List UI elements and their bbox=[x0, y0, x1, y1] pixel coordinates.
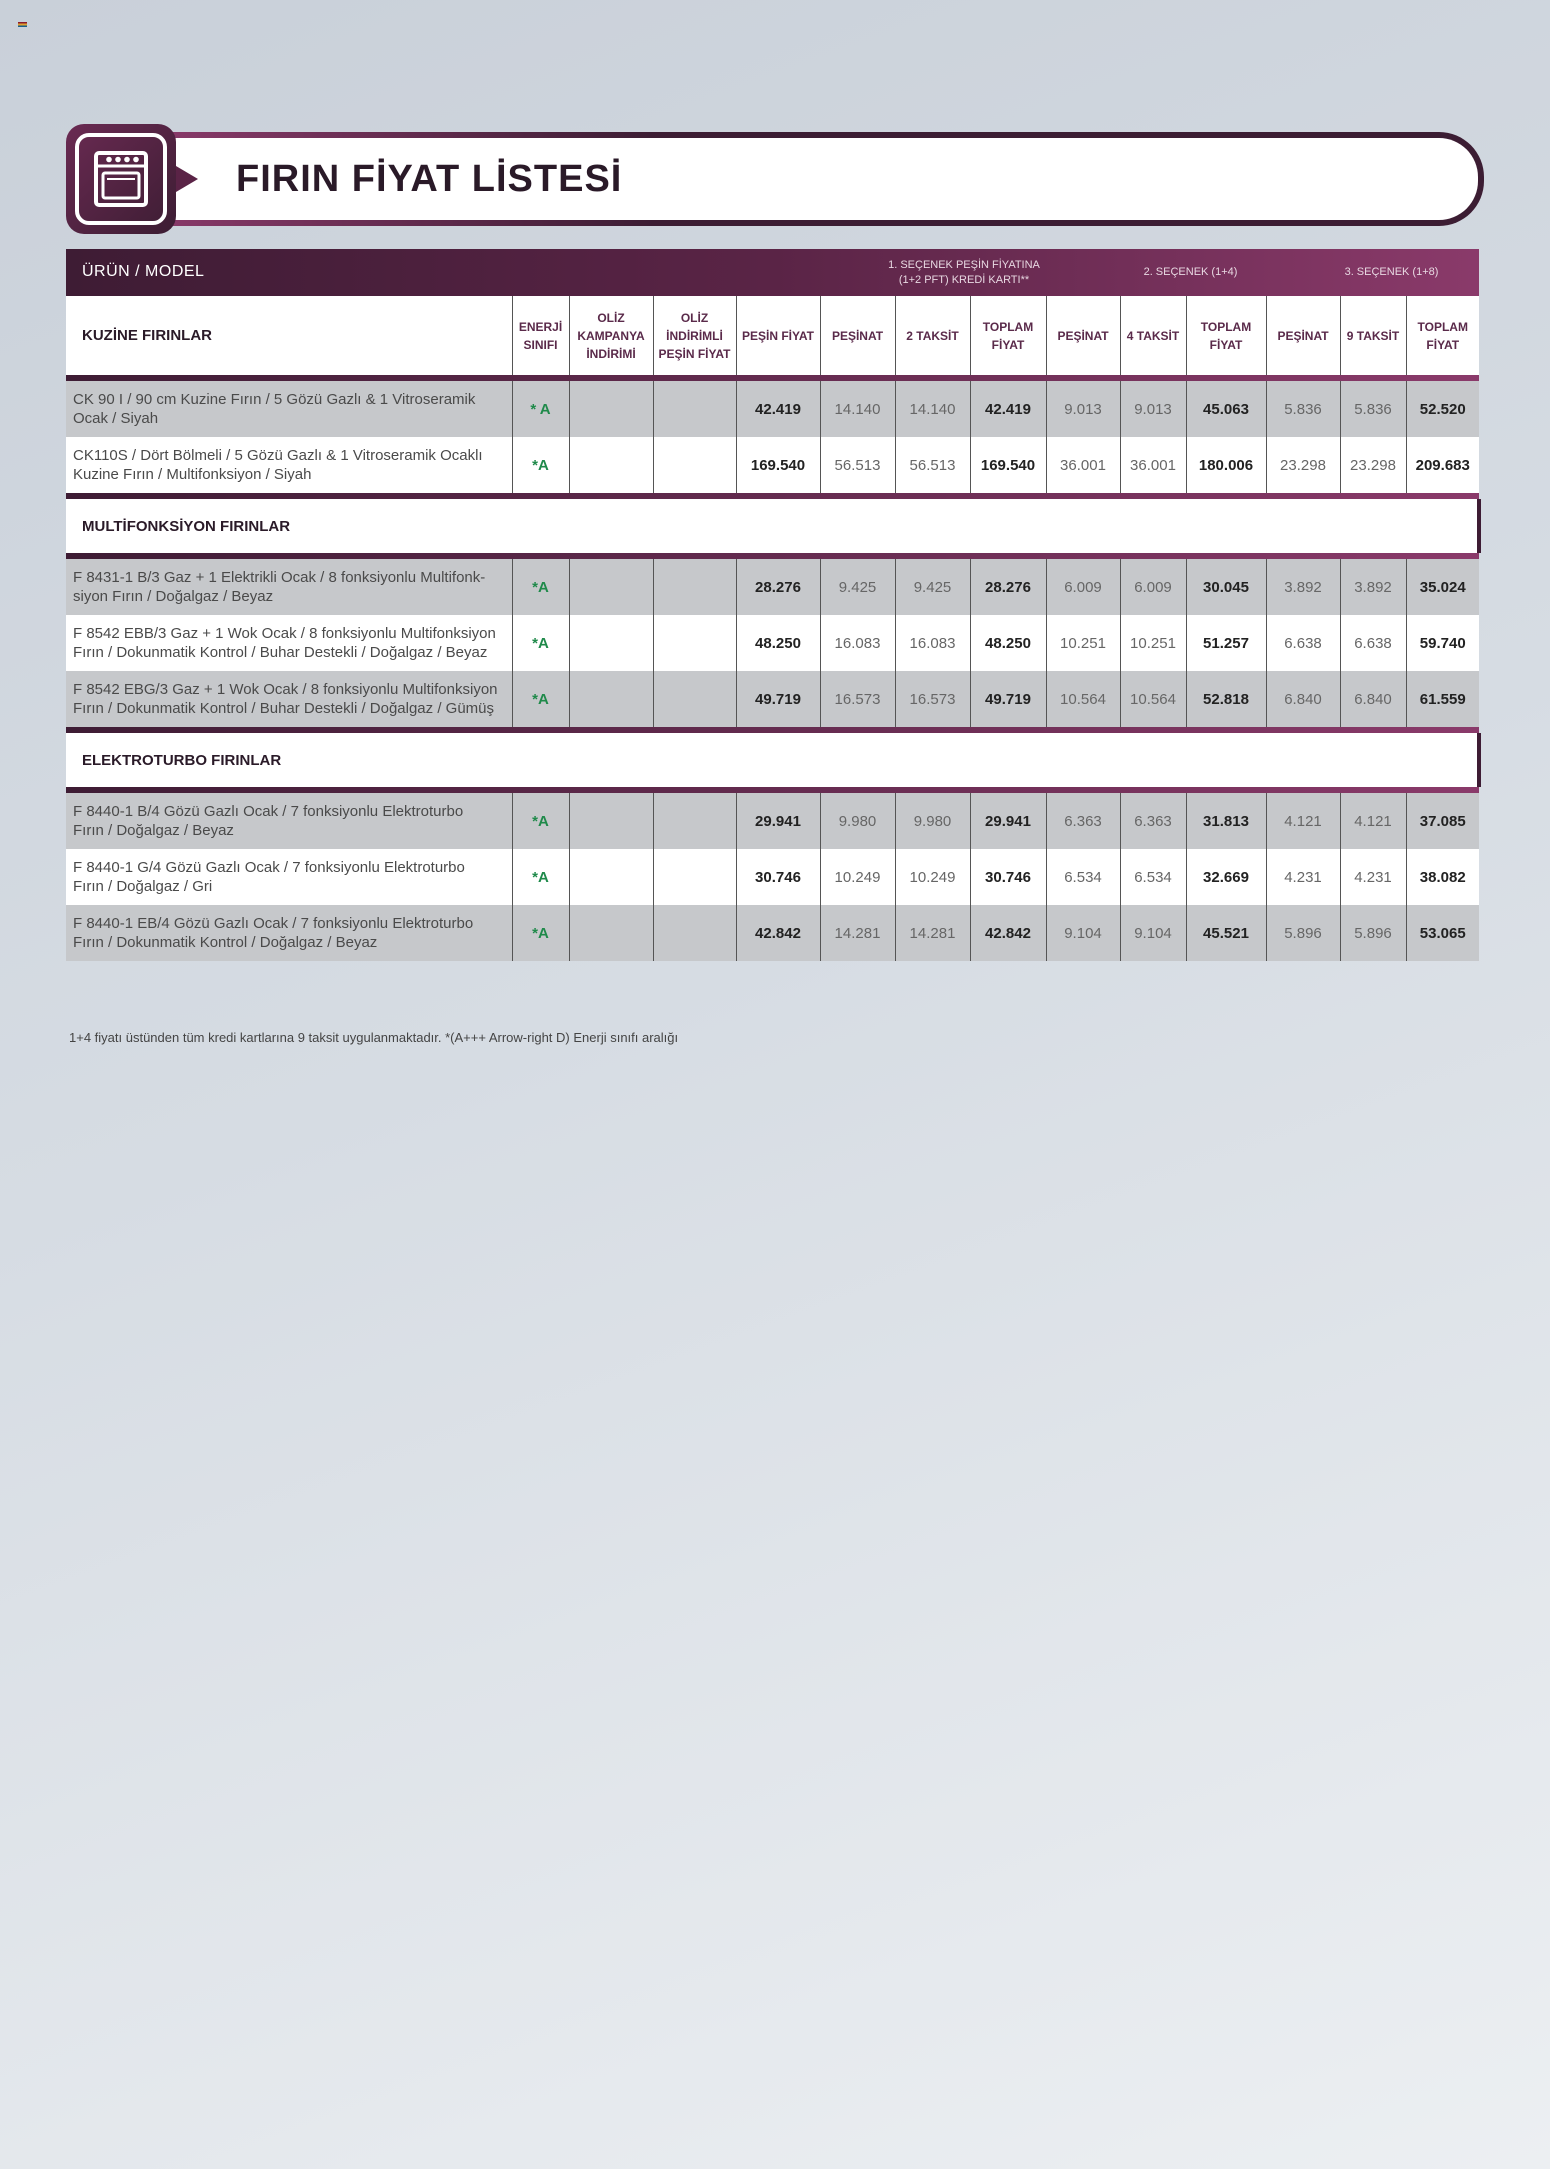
section-title: ELEKTROTURBO FIRINLAR bbox=[66, 733, 1479, 787]
oliz-discount-cell bbox=[569, 793, 653, 849]
energy-class: *A bbox=[512, 437, 569, 493]
down-payment: 23.298 bbox=[1266, 437, 1340, 493]
total-price: 30.746 bbox=[970, 849, 1046, 905]
installment: 23.298 bbox=[1340, 437, 1406, 493]
price-grid bbox=[66, 296, 1481, 961]
table-row bbox=[66, 793, 1479, 849]
cash-price: 30.746 bbox=[736, 849, 820, 905]
cash-price: 29.941 bbox=[736, 793, 820, 849]
oliz-discount-cell bbox=[569, 437, 653, 493]
down-payment: 6.638 bbox=[1266, 615, 1340, 671]
down-payment: 10.251 bbox=[1046, 615, 1120, 671]
down-payment: 4.231 bbox=[1266, 849, 1340, 905]
option1-line2: (1+2 PFT) KREDİ KARTI** bbox=[898, 273, 1030, 286]
cash-price: 42.842 bbox=[736, 905, 820, 961]
down-payment: 10.249 bbox=[820, 849, 895, 905]
total-price: 52.818 bbox=[1186, 671, 1266, 727]
installment: 9.425 bbox=[895, 559, 970, 615]
total-price: 61.559 bbox=[1406, 671, 1479, 727]
oven-icon bbox=[75, 133, 167, 225]
down-payment: 6.840 bbox=[1266, 671, 1340, 727]
down-payment: 5.896 bbox=[1266, 905, 1340, 961]
down-payment: 9.425 bbox=[820, 559, 895, 615]
installment: 6.363 bbox=[1120, 793, 1186, 849]
total-price: 30.045 bbox=[1186, 559, 1266, 615]
down-payment: 14.281 bbox=[820, 905, 895, 961]
footnote: 1+4 fiyatı üstünden tüm kredi kartlarına 9 taksit uygulanmaktadır. *(A+++ Arrow-right D) Enerji sınıfı aralığı bbox=[69, 1030, 679, 1045]
model-cell: CK 90 I / 90 cm Kuzine Fırın / 5 Gözü Gazlı & 1 Vitroseramik Ocak / Siyah bbox=[66, 381, 512, 437]
product-model-label: ÜRÜN / MODEL bbox=[82, 263, 205, 280]
oliz-price-cell bbox=[653, 671, 736, 727]
total-price: 48.250 bbox=[970, 615, 1046, 671]
down-payment: 6.363 bbox=[1046, 793, 1120, 849]
total-price: 59.740 bbox=[1406, 615, 1479, 671]
oven-icon-box bbox=[66, 124, 176, 234]
table-row bbox=[66, 671, 1479, 727]
cash-price: 28.276 bbox=[736, 559, 820, 615]
installment: 6.534 bbox=[1120, 849, 1186, 905]
table-row bbox=[66, 437, 1479, 493]
cash-price: 48.250 bbox=[736, 615, 820, 671]
down-payment: 5.836 bbox=[1266, 381, 1340, 437]
energy-class: *A bbox=[512, 849, 569, 905]
down-payment: 6.009 bbox=[1046, 559, 1120, 615]
down-payment: 14.140 bbox=[820, 381, 895, 437]
down-payment-header-3: PEŞİNAT bbox=[1266, 296, 1340, 375]
down-payment: 56.513 bbox=[820, 437, 895, 493]
table-row bbox=[66, 559, 1479, 615]
installment: 4.231 bbox=[1340, 849, 1406, 905]
option3-header bbox=[1304, 249, 1479, 296]
energy-class: *A bbox=[512, 559, 569, 615]
installment: 9.104 bbox=[1120, 905, 1186, 961]
oliz-price-cell bbox=[653, 437, 736, 493]
installment: 6.009 bbox=[1120, 559, 1186, 615]
model-cell: F 8542 EBB/3 Gaz + 1 Wok Ocak / 8 fonksiyonlu Multifonksiyon Fırın / Dokunmatik Kontrol / Buhar Destekli / Doğalgaz / Beyaz bbox=[66, 615, 512, 671]
installment-9-header: 9 TAKSİT bbox=[1340, 296, 1406, 375]
total-price: 35.024 bbox=[1406, 559, 1479, 615]
option1-line1: 1. SEÇENEK PEŞİN FİYATINA bbox=[888, 258, 1040, 271]
oliz-price-header: OLİZ İNDİRİMLİ PEŞİN FİYAT bbox=[653, 296, 736, 375]
total-price: 51.257 bbox=[1186, 615, 1266, 671]
total-price-header-1: TOPLAM FİYAT bbox=[970, 296, 1046, 375]
down-payment: 9.980 bbox=[820, 793, 895, 849]
installment: 3.892 bbox=[1340, 559, 1406, 615]
down-payment: 16.573 bbox=[820, 671, 895, 727]
total-price: 49.719 bbox=[970, 671, 1046, 727]
option2-header bbox=[1077, 249, 1304, 296]
installment: 9.013 bbox=[1120, 381, 1186, 437]
cash-price-header: PEŞİN FİYAT bbox=[736, 296, 820, 375]
installment: 9.980 bbox=[895, 793, 970, 849]
energy-class: *A bbox=[512, 905, 569, 961]
total-price: 209.683 bbox=[1406, 437, 1479, 493]
oliz-discount-cell bbox=[569, 381, 653, 437]
total-price: 37.085 bbox=[1406, 793, 1479, 849]
section-title: MULTİFONKSİYON FIRINLAR bbox=[66, 499, 1479, 553]
installment: 4.121 bbox=[1340, 793, 1406, 849]
oliz-discount-cell bbox=[569, 849, 653, 905]
energy-class: *A bbox=[512, 615, 569, 671]
cash-price: 42.419 bbox=[736, 381, 820, 437]
installment-2-header: 2 TAKSİT bbox=[895, 296, 970, 375]
installment: 10.249 bbox=[895, 849, 970, 905]
installment: 56.513 bbox=[895, 437, 970, 493]
down-payment: 9.013 bbox=[1046, 381, 1120, 437]
installment: 14.281 bbox=[895, 905, 970, 961]
price-table bbox=[66, 249, 1479, 961]
installment: 14.140 bbox=[895, 381, 970, 437]
oliz-price-cell bbox=[653, 793, 736, 849]
total-price: 28.276 bbox=[970, 559, 1046, 615]
energy-class: *A bbox=[512, 793, 569, 849]
energy-class: * A bbox=[512, 381, 569, 437]
total-price: 42.419 bbox=[970, 381, 1046, 437]
total-price: 53.065 bbox=[1406, 905, 1479, 961]
model-cell: F 8440-1 B/4 Gözü Gazlı Ocak / 7 fonksiyonlu Elektroturbo Fırın / Doğalgaz / Beyaz bbox=[66, 793, 512, 849]
total-price: 45.521 bbox=[1186, 905, 1266, 961]
installment-4-header: 4 TAKSİT bbox=[1120, 296, 1186, 375]
total-price-header-3: TOPLAM FİYAT bbox=[1406, 296, 1479, 375]
installment: 5.896 bbox=[1340, 905, 1406, 961]
table-row bbox=[66, 905, 1479, 961]
installment: 16.083 bbox=[895, 615, 970, 671]
option3-label: 3. SEÇENEK (1+8) bbox=[1344, 266, 1439, 278]
down-payment: 16.083 bbox=[820, 615, 895, 671]
down-payment-header-2: PEŞİNAT bbox=[1046, 296, 1120, 375]
option2-label: 2. SEÇENEK (1+4) bbox=[1143, 266, 1238, 278]
title-banner bbox=[66, 124, 1484, 234]
column-header-row bbox=[66, 296, 1479, 375]
section-header-row bbox=[66, 499, 1479, 553]
model-cell: F 8440-1 EB/4 Gözü Gazlı Ocak / 7 fonksiyonlu Elektroturbo Fırın / Dokunmatik Kontrol / Doğalgaz / Beyaz bbox=[66, 905, 512, 961]
installment: 10.564 bbox=[1120, 671, 1186, 727]
energy-class: *A bbox=[512, 671, 569, 727]
oliz-discount-cell bbox=[569, 671, 653, 727]
option1-header bbox=[851, 249, 1077, 296]
down-payment: 9.104 bbox=[1046, 905, 1120, 961]
installment: 10.251 bbox=[1120, 615, 1186, 671]
oliz-price-cell bbox=[653, 381, 736, 437]
total-price: 32.669 bbox=[1186, 849, 1266, 905]
cash-price: 49.719 bbox=[736, 671, 820, 727]
total-price-header-2: TOPLAM FİYAT bbox=[1186, 296, 1266, 375]
section-header-row bbox=[66, 733, 1479, 787]
total-price: 52.520 bbox=[1406, 381, 1479, 437]
table-row bbox=[66, 381, 1479, 437]
oliz-discount-header: OLİZ KAMPANYA İNDİRİMİ bbox=[569, 296, 653, 375]
down-payment: 4.121 bbox=[1266, 793, 1340, 849]
energy-header: ENERJİ SINIFI bbox=[512, 296, 569, 375]
oliz-price-cell bbox=[653, 905, 736, 961]
oliz-price-cell bbox=[653, 559, 736, 615]
down-payment: 6.534 bbox=[1046, 849, 1120, 905]
down-payment: 3.892 bbox=[1266, 559, 1340, 615]
language-flag-icon bbox=[18, 22, 27, 27]
table-topbar bbox=[66, 249, 1479, 296]
model-cell: F 8542 EBG/3 Gaz + 1 Wok Ocak / 8 fonksiyonlu Multifonksiyon Fırın / Dokunmatik Kontrol / Buhar Destekli / Doğalgaz / Gümüş bbox=[66, 671, 512, 727]
total-price: 31.813 bbox=[1186, 793, 1266, 849]
installment: 5.836 bbox=[1340, 381, 1406, 437]
oliz-price-cell bbox=[653, 615, 736, 671]
installment: 6.840 bbox=[1340, 671, 1406, 727]
oliz-discount-cell bbox=[569, 559, 653, 615]
oliz-discount-cell bbox=[569, 615, 653, 671]
installment: 6.638 bbox=[1340, 615, 1406, 671]
table-row bbox=[66, 849, 1479, 905]
table-row bbox=[66, 615, 1479, 671]
oliz-price-cell bbox=[653, 849, 736, 905]
total-price: 29.941 bbox=[970, 793, 1046, 849]
page-title: FIRIN FİYAT LİSTESİ bbox=[236, 158, 623, 200]
model-cell: F 8431-1 B/3 Gaz + 1 Elektrikli Ocak / 8 fonksiyonlu Multifonk- siyon Fırın / Doğalgaz / Beyaz bbox=[66, 559, 512, 615]
model-cell: F 8440-1 G/4 Gözü Gazlı Ocak / 7 fonksiyonlu Elektroturbo Fırın / Doğalgaz / Gri bbox=[66, 849, 512, 905]
total-price: 42.842 bbox=[970, 905, 1046, 961]
cash-price: 169.540 bbox=[736, 437, 820, 493]
total-price: 45.063 bbox=[1186, 381, 1266, 437]
installment: 16.573 bbox=[895, 671, 970, 727]
oliz-discount-cell bbox=[569, 905, 653, 961]
total-price: 38.082 bbox=[1406, 849, 1479, 905]
down-payment: 36.001 bbox=[1046, 437, 1120, 493]
total-price: 180.006 bbox=[1186, 437, 1266, 493]
total-price: 169.540 bbox=[970, 437, 1046, 493]
installment: 36.001 bbox=[1120, 437, 1186, 493]
down-payment: 10.564 bbox=[1046, 671, 1120, 727]
category-header: KUZİNE FIRINLAR bbox=[66, 296, 512, 375]
down-payment-header-1: PEŞİNAT bbox=[820, 296, 895, 375]
model-cell: CK110S / Dört Bölmeli / 5 Gözü Gazlı & 1 Vitroseramik Ocaklı Kuzine Fırın / Multifonksiyon / Siyah bbox=[66, 437, 512, 493]
